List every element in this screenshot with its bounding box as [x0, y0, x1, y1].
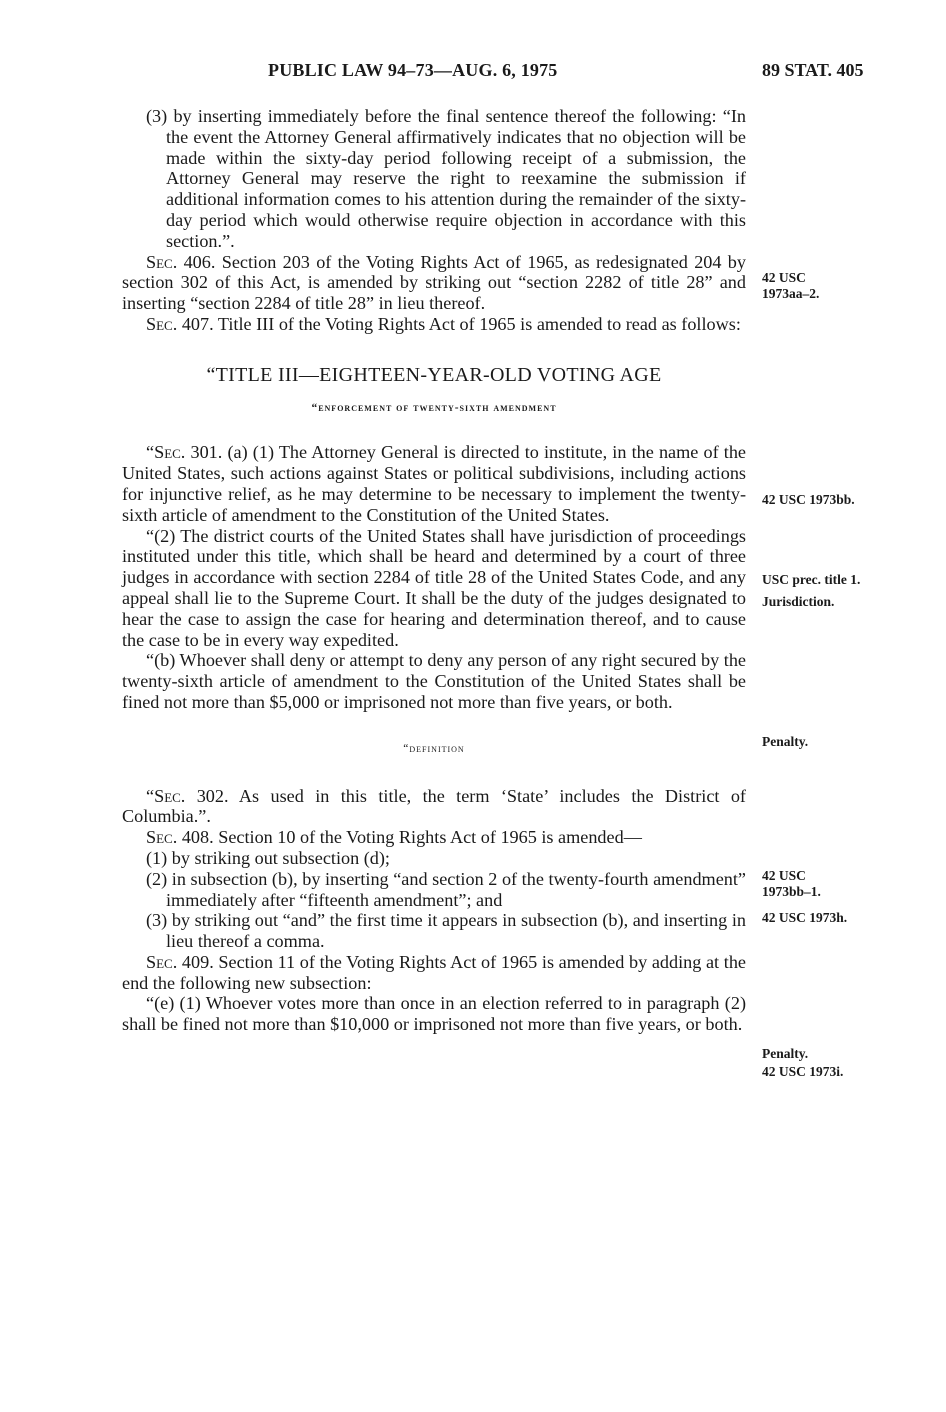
section-301-a-2: “(2) The district courts of the United States shall have jurisdiction of proceedings instituted under this title, which shall be heard and determined by a court of three judges in accordance with section 2284 of title 28 of the United States Code, and any appeal shall lie to the Supreme Court. It shall be the duty of the judges designated to hear the case to assign the case for hearing and determination thereof, and to cause the case to be in every way expedited. [122, 525, 746, 650]
section-text: Title III of the Voting Rights Act of 1965 is amended to read as follows: [213, 313, 741, 334]
body-column [122, 106, 746, 1035]
margin-note-42-usc-1973i: 42 USC 1973i. [762, 1064, 844, 1079]
margin-note-usc-prec-title-1: USC prec. title 1. [762, 572, 861, 587]
section-text: (a) (1) The Attorney General is directed to institute, in the name of the United States, such actions against States or political subdivisions, including actions for injunctive relief, as he may determine to be necessary to implement the twenty-sixth article of amendment to the Constitution of the United States. [122, 442, 746, 525]
section-407 [122, 314, 746, 335]
definition-subheading: “definition [403, 742, 465, 755]
title-iii-heading: “TITLE III—EIGHTEEN-YEAR-OLD VOTING AGE [206, 363, 662, 386]
margin-note-42-usc-1973aa-2: 42 USC 1973aa–2. [762, 270, 820, 301]
margin-note-penalty-2: Penalty. [762, 1046, 809, 1061]
section-406 [122, 252, 746, 314]
section-label: “Sec. 301. [146, 442, 223, 463]
section-302 [122, 786, 746, 828]
section-text: Section 11 of the Voting Rights Act of 1965 is amended by adding at the end the following new subsection: [122, 951, 746, 993]
section-301 [122, 442, 746, 525]
section-409-e-1: “(e) (1) Whoever votes more than once in an election referred to in paragraph (2) shall be fined not more than $10,000 or imprisoned not more than five years, or both. [122, 993, 746, 1035]
section-408-item-1: (1) by striking out subsection (d); [146, 847, 390, 868]
section-label: Sec. 408. [146, 827, 214, 848]
section-301-b: “(b) Whoever shall deny or attempt to deny any person of any right secured by the twenty-sixth article of amendment to the Constitution of the United States shall be fined not more than $5,000 or imprisoned not more than five years, or both. [122, 650, 746, 712]
margin-note-42-usc-1973bb-1: 42 USC 1973bb–1. [762, 868, 821, 899]
margin-note-penalty: Penalty. [762, 734, 809, 749]
section-408-item-2: (2) in subsection (b), by inserting “and section 2 of the twenty-fourth amendment” immediately after “fifteenth amendment”; and [146, 868, 746, 910]
page-stat-number: 89 STAT. 405 [762, 60, 864, 80]
page-header [0, 58, 946, 88]
section-text: As used in this title, the term ‘State’ includes the District of Columbia.”. [122, 785, 746, 827]
section-label: Sec. 407. [146, 313, 214, 334]
enforcement-subheading: “enforcement of twenty-sixth amendment [311, 401, 557, 414]
section-408-item-3: (3) by striking out “and” the first time it appears in subsection (b), and inserting in lieu thereof a comma. [146, 910, 746, 952]
section-text: Section 10 of the Voting Rights Act of 1965 is amended— [213, 827, 642, 848]
section-label: “Sec. 302. [146, 785, 229, 806]
section-409 [122, 952, 746, 994]
margin-note-42-usc-1973h: 42 USC 1973h. [762, 910, 848, 925]
paragraph-3-insert: (3) by inserting immediately before the final sentence thereof the following: “In the event the Attorney General affirmatively indicates that no objection will be made within the sixty-day period following receipt of a submission, the Attorney General may reserve the right to reexamine the submission if additional information comes to his attention during the remainder of the sixty-day period which would otherwise require objection in accordance with this section.”. [146, 106, 746, 251]
margin-note-42-usc-1973bb: 42 USC 1973bb. [762, 492, 855, 507]
running-head: PUBLIC LAW 94–73—AUG. 6, 1975 [268, 60, 558, 80]
section-408 [122, 827, 746, 848]
margin-note-jurisdiction: Jurisdiction. [762, 594, 835, 609]
section-label: Sec. 406. [146, 251, 216, 272]
section-text: Section 203 of the Voting Rights Act of 1965, as redesignated 204 by section 302 of this Act, is amended by striking out “section 2282 of title 28” and inserting “section 2284 of title 28” in lieu thereof. [122, 251, 746, 314]
section-label: Sec. 409. [146, 951, 214, 972]
